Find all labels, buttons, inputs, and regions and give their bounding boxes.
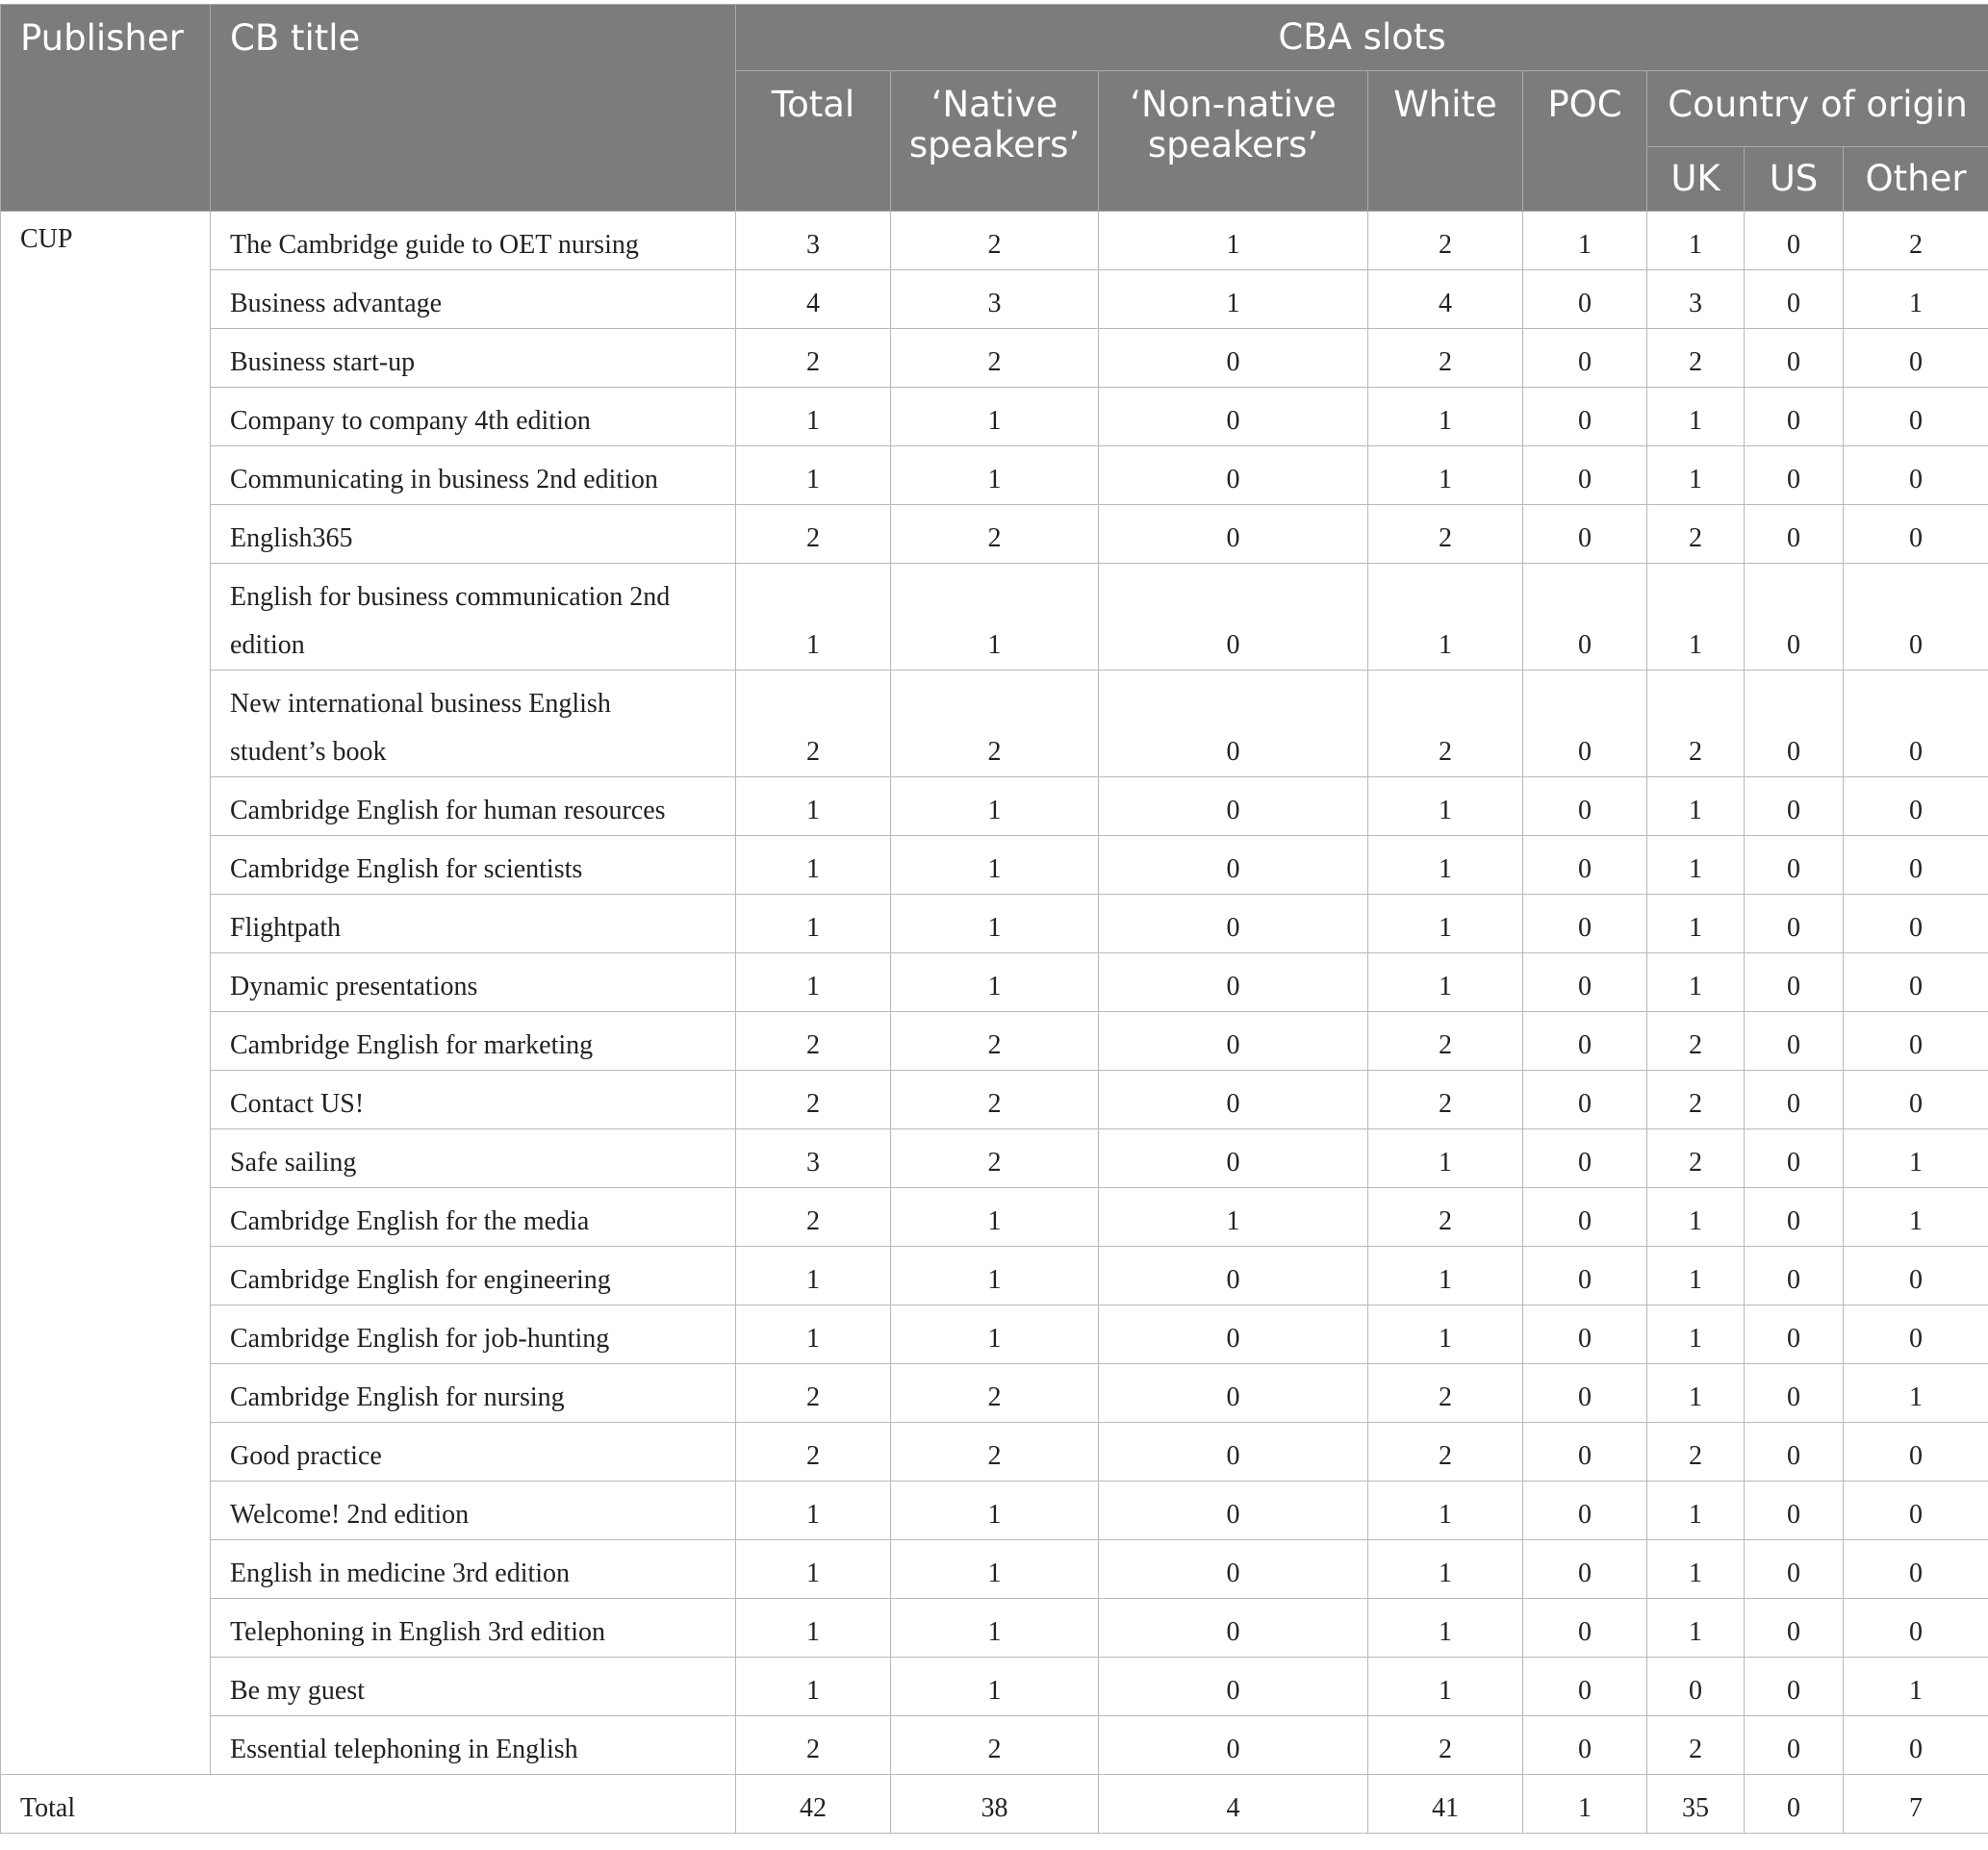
total-cell: 2	[736, 1188, 891, 1247]
uk-cell: 2	[1647, 329, 1745, 388]
white-cell: 1	[1368, 1247, 1523, 1305]
uk-cell: 1	[1647, 564, 1745, 671]
native-cell: 2	[891, 671, 1099, 777]
uk-cell: 1	[1647, 1305, 1745, 1364]
native-cell: 2	[891, 1423, 1099, 1482]
us-cell: 0	[1745, 446, 1844, 505]
cb-title-cell: Business advantage	[211, 270, 736, 329]
uk-cell: 1	[1647, 836, 1745, 895]
white-cell: 2	[1368, 1364, 1523, 1423]
non-native-cell: 0	[1099, 1305, 1368, 1364]
us-cell: 0	[1745, 1540, 1844, 1599]
header-non-native-speakers: ‘Non-native speakers’	[1099, 71, 1368, 212]
other-cell: 0	[1844, 1423, 1988, 1482]
other-cell: 0	[1844, 329, 1988, 388]
other-cell: 0	[1844, 895, 1988, 953]
us-cell: 0	[1745, 1129, 1844, 1188]
cb-title-cell: Essential telephoning in English	[211, 1716, 736, 1775]
total-cell: 2	[736, 671, 891, 777]
total-cell: 2	[736, 1423, 891, 1482]
total-cell: 2	[736, 505, 891, 564]
cb-title-line: New international business English	[230, 689, 611, 719]
native-cell: 1	[891, 1188, 1099, 1247]
poc-cell: 0	[1523, 1188, 1647, 1247]
uk-cell: 1	[1647, 953, 1745, 1012]
native-cell: 2	[891, 212, 1099, 270]
non-native-cell: 0	[1099, 1129, 1368, 1188]
other-cell: 0	[1844, 777, 1988, 836]
cb-title-cell: Cambridge English for engineering	[211, 1247, 736, 1305]
white-cell: 2	[1368, 671, 1523, 777]
native-cell: 2	[891, 1071, 1099, 1129]
table-row	[1, 270, 1988, 329]
non-native-cell: 0	[1099, 671, 1368, 777]
poc-cell: 0	[1523, 1129, 1647, 1188]
header-total: Total	[736, 71, 891, 212]
total-cell: 2	[736, 329, 891, 388]
cb-title-cell: Cambridge English for job-hunting	[211, 1305, 736, 1364]
us-cell: 0	[1745, 388, 1844, 446]
native-cell: 1	[891, 1305, 1099, 1364]
cb-title-line: student’s book	[230, 737, 387, 767]
cb-title-cell: Telephoning in English 3rd edition	[211, 1599, 736, 1658]
table-row	[1, 1305, 1988, 1364]
table-row	[1, 1540, 1988, 1599]
non-native-cell: 0	[1099, 1071, 1368, 1129]
total-white-cell: 41	[1368, 1775, 1523, 1834]
table-row	[1, 212, 1988, 270]
us-cell: 0	[1745, 505, 1844, 564]
other-cell: 0	[1844, 953, 1988, 1012]
cb-title-cell: Contact US!	[211, 1071, 736, 1129]
table-row	[1, 329, 1988, 388]
poc-cell: 0	[1523, 953, 1647, 1012]
native-cell: 2	[891, 505, 1099, 564]
publisher-cell: CUP	[1, 212, 211, 1775]
total-non-native-cell: 4	[1099, 1775, 1368, 1834]
table-row	[1, 777, 1988, 836]
uk-cell: 1	[1647, 212, 1745, 270]
other-cell: 1	[1844, 270, 1988, 329]
total-cell: 1	[736, 895, 891, 953]
white-cell: 4	[1368, 270, 1523, 329]
non-native-cell: 0	[1099, 1716, 1368, 1775]
uk-cell: 1	[1647, 1540, 1745, 1599]
non-native-cell: 0	[1099, 777, 1368, 836]
non-native-cell: 0	[1099, 1423, 1368, 1482]
us-cell: 0	[1745, 953, 1844, 1012]
uk-cell: 2	[1647, 671, 1745, 777]
other-cell: 0	[1844, 564, 1988, 671]
table-row	[1, 1364, 1988, 1423]
native-cell: 2	[891, 1716, 1099, 1775]
other-cell: 0	[1844, 671, 1988, 777]
poc-cell: 0	[1523, 329, 1647, 388]
total-cell: 1	[736, 1305, 891, 1364]
white-cell: 1	[1368, 446, 1523, 505]
white-cell: 1	[1368, 1129, 1523, 1188]
table-body	[1, 212, 1988, 1834]
cb-title-cell: Flightpath	[211, 895, 736, 953]
native-cell: 1	[891, 836, 1099, 895]
cb-title-cell: English365	[211, 505, 736, 564]
cb-title-cell: Good practice	[211, 1423, 736, 1482]
native-cell: 2	[891, 1364, 1099, 1423]
native-cell: 1	[891, 1658, 1099, 1716]
white-cell: 1	[1368, 836, 1523, 895]
native-cell: 2	[891, 1129, 1099, 1188]
white-cell: 2	[1368, 1012, 1523, 1071]
uk-cell: 1	[1647, 1247, 1745, 1305]
table-row	[1, 671, 1988, 777]
non-native-cell: 0	[1099, 836, 1368, 895]
non-native-cell: 0	[1099, 1599, 1368, 1658]
non-native-cell: 0	[1099, 1364, 1368, 1423]
poc-cell: 0	[1523, 1247, 1647, 1305]
uk-cell: 0	[1647, 1658, 1745, 1716]
uk-cell: 1	[1647, 777, 1745, 836]
cb-title-cell: Safe sailing	[211, 1129, 736, 1188]
uk-cell: 2	[1647, 1423, 1745, 1482]
us-cell: 0	[1745, 671, 1844, 777]
non-native-cell: 0	[1099, 329, 1368, 388]
total-cell: 3	[736, 212, 891, 270]
cb-title-cell	[211, 671, 736, 777]
other-cell: 0	[1844, 1540, 1988, 1599]
table-row	[1, 1129, 1988, 1188]
table-row	[1, 1599, 1988, 1658]
poc-cell: 0	[1523, 1482, 1647, 1540]
us-cell: 0	[1745, 777, 1844, 836]
table-row	[1, 388, 1988, 446]
uk-cell: 3	[1647, 270, 1745, 329]
white-cell: 1	[1368, 777, 1523, 836]
poc-cell: 0	[1523, 564, 1647, 671]
us-cell: 0	[1745, 1305, 1844, 1364]
non-native-cell: 0	[1099, 564, 1368, 671]
table-row	[1, 446, 1988, 505]
cb-title-cell: Cambridge English for scientists	[211, 836, 736, 895]
total-cell: 3	[736, 1129, 891, 1188]
cb-title-cell: Be my guest	[211, 1658, 736, 1716]
other-cell: 0	[1844, 505, 1988, 564]
non-native-cell: 0	[1099, 953, 1368, 1012]
white-cell: 1	[1368, 953, 1523, 1012]
us-cell: 0	[1745, 1012, 1844, 1071]
total-label: Total	[1, 1775, 736, 1834]
other-cell: 0	[1844, 1071, 1988, 1129]
uk-cell: 2	[1647, 1012, 1745, 1071]
other-cell: 0	[1844, 836, 1988, 895]
native-cell: 1	[891, 895, 1099, 953]
total-cell: 1	[736, 777, 891, 836]
table-row	[1, 836, 1988, 895]
total-cell: 2	[736, 1716, 891, 1775]
non-native-cell: 0	[1099, 1658, 1368, 1716]
non-native-cell: 1	[1099, 1188, 1368, 1247]
native-cell: 1	[891, 564, 1099, 671]
cb-title-cell: Cambridge English for human resources	[211, 777, 736, 836]
cb-title-cell: Company to company 4th edition	[211, 388, 736, 446]
other-cell: 0	[1844, 1305, 1988, 1364]
other-cell: 0	[1844, 388, 1988, 446]
total-cell: 1	[736, 564, 891, 671]
native-cell: 2	[891, 329, 1099, 388]
us-cell: 0	[1745, 564, 1844, 671]
data-table	[0, 4, 1988, 1834]
header-white: White	[1368, 71, 1523, 212]
cb-title-cell: Communicating in business 2nd edition	[211, 446, 736, 505]
header-cb-title: CB title	[211, 5, 736, 212]
us-cell: 0	[1745, 1658, 1844, 1716]
total-cell: 1	[736, 446, 891, 505]
uk-cell: 2	[1647, 1716, 1745, 1775]
poc-cell: 0	[1523, 836, 1647, 895]
us-cell: 0	[1745, 1423, 1844, 1482]
table-row	[1, 1423, 1988, 1482]
table-row	[1, 1247, 1988, 1305]
total-cell: 1	[736, 1599, 891, 1658]
total-cell: 1	[736, 1247, 891, 1305]
header-other: Other	[1844, 147, 1988, 212]
us-cell: 0	[1745, 895, 1844, 953]
table-header	[1, 5, 1988, 212]
table-row	[1, 953, 1988, 1012]
white-cell: 1	[1368, 1540, 1523, 1599]
poc-cell: 0	[1523, 1599, 1647, 1658]
non-native-cell: 0	[1099, 1012, 1368, 1071]
header-publisher: Publisher	[1, 5, 211, 212]
other-cell: 1	[1844, 1129, 1988, 1188]
native-cell: 1	[891, 1482, 1099, 1540]
table-row	[1, 1716, 1988, 1775]
us-cell: 0	[1745, 329, 1844, 388]
white-cell: 1	[1368, 1482, 1523, 1540]
white-cell: 2	[1368, 329, 1523, 388]
uk-cell: 1	[1647, 1188, 1745, 1247]
white-cell: 2	[1368, 1071, 1523, 1129]
cb-title-cell: Cambridge English for the media	[211, 1188, 736, 1247]
white-cell: 1	[1368, 895, 1523, 953]
other-cell: 1	[1844, 1658, 1988, 1716]
total-uk-cell: 35	[1647, 1775, 1745, 1834]
other-cell: 1	[1844, 1364, 1988, 1423]
cb-title-cell: Dynamic presentations	[211, 953, 736, 1012]
non-native-cell: 1	[1099, 270, 1368, 329]
cb-title-cell: Welcome! 2nd edition	[211, 1482, 736, 1540]
cb-title-line: edition	[230, 630, 305, 660]
total-cell: 2	[736, 1071, 891, 1129]
other-cell: 0	[1844, 1599, 1988, 1658]
poc-cell: 0	[1523, 1071, 1647, 1129]
total-cell: 1	[736, 388, 891, 446]
poc-cell: 0	[1523, 1305, 1647, 1364]
uk-cell: 1	[1647, 446, 1745, 505]
us-cell: 0	[1745, 1188, 1844, 1247]
uk-cell: 1	[1647, 1599, 1745, 1658]
other-cell: 1	[1844, 1188, 1988, 1247]
poc-cell: 0	[1523, 1012, 1647, 1071]
header-country-of-origin: Country of origin	[1647, 71, 1988, 147]
other-cell: 0	[1844, 446, 1988, 505]
cb-title-cell: The Cambridge guide to OET nursing	[211, 212, 736, 270]
poc-cell: 0	[1523, 1364, 1647, 1423]
poc-cell: 0	[1523, 1423, 1647, 1482]
table-row	[1, 564, 1988, 671]
non-native-cell: 1	[1099, 212, 1368, 270]
us-cell: 0	[1745, 1716, 1844, 1775]
table-row	[1, 1188, 1988, 1247]
native-cell: 3	[891, 270, 1099, 329]
uk-cell: 1	[1647, 1482, 1745, 1540]
total-us-cell: 0	[1745, 1775, 1844, 1834]
us-cell: 0	[1745, 270, 1844, 329]
cb-title-cell: Cambridge English for marketing	[211, 1012, 736, 1071]
us-cell: 0	[1745, 1247, 1844, 1305]
poc-cell: 0	[1523, 388, 1647, 446]
native-cell: 1	[891, 388, 1099, 446]
native-cell: 1	[891, 953, 1099, 1012]
native-cell: 1	[891, 446, 1099, 505]
white-cell: 1	[1368, 1599, 1523, 1658]
cb-title-cell: English in medicine 3rd edition	[211, 1540, 736, 1599]
uk-cell: 2	[1647, 1071, 1745, 1129]
poc-cell: 0	[1523, 1658, 1647, 1716]
table-row	[1, 505, 1988, 564]
total-cell: 1	[736, 953, 891, 1012]
us-cell: 0	[1745, 1071, 1844, 1129]
white-cell: 1	[1368, 1305, 1523, 1364]
table-row	[1, 1071, 1988, 1129]
white-cell: 2	[1368, 212, 1523, 270]
cb-title-line: English for business communication 2nd	[230, 582, 671, 612]
cb-title-cell: Business start-up	[211, 329, 736, 388]
native-cell: 1	[891, 777, 1099, 836]
table-row	[1, 1482, 1988, 1540]
table-row	[1, 895, 1988, 953]
white-cell: 1	[1368, 388, 1523, 446]
poc-cell: 0	[1523, 505, 1647, 564]
native-cell: 1	[891, 1599, 1099, 1658]
total-cell: 4	[736, 270, 891, 329]
total-cell: 2	[736, 1012, 891, 1071]
non-native-cell: 0	[1099, 446, 1368, 505]
non-native-cell: 0	[1099, 1482, 1368, 1540]
header-native-speakers: ‘Native speakers’	[891, 71, 1099, 212]
uk-cell: 1	[1647, 1364, 1745, 1423]
native-cell: 1	[891, 1540, 1099, 1599]
us-cell: 0	[1745, 212, 1844, 270]
us-cell: 0	[1745, 1364, 1844, 1423]
poc-cell: 0	[1523, 270, 1647, 329]
total-row	[1, 1775, 1988, 1834]
native-cell: 1	[891, 1247, 1099, 1305]
poc-cell: 0	[1523, 446, 1647, 505]
poc-cell: 0	[1523, 1716, 1647, 1775]
poc-cell: 0	[1523, 777, 1647, 836]
header-cba-slots: CBA slots	[736, 5, 1988, 71]
total-poc-cell: 1	[1523, 1775, 1647, 1834]
us-cell: 0	[1745, 1599, 1844, 1658]
total-total-cell: 42	[736, 1775, 891, 1834]
us-cell: 0	[1745, 836, 1844, 895]
poc-cell: 0	[1523, 1540, 1647, 1599]
native-cell: 2	[891, 1012, 1099, 1071]
total-other-cell: 7	[1844, 1775, 1988, 1834]
total-cell: 2	[736, 1364, 891, 1423]
total-cell: 1	[736, 836, 891, 895]
poc-cell: 1	[1523, 212, 1647, 270]
total-cell: 1	[736, 1658, 891, 1716]
table-row	[1, 1658, 1988, 1716]
us-cell: 0	[1745, 1482, 1844, 1540]
non-native-cell: 0	[1099, 388, 1368, 446]
table-row	[1, 1012, 1988, 1071]
white-cell: 2	[1368, 1716, 1523, 1775]
white-cell: 2	[1368, 1423, 1523, 1482]
uk-cell: 2	[1647, 1129, 1745, 1188]
white-cell: 1	[1368, 564, 1523, 671]
non-native-cell: 0	[1099, 1247, 1368, 1305]
white-cell: 2	[1368, 1188, 1523, 1247]
non-native-cell: 0	[1099, 1540, 1368, 1599]
other-cell: 0	[1844, 1247, 1988, 1305]
other-cell: 2	[1844, 212, 1988, 270]
uk-cell: 1	[1647, 895, 1745, 953]
cb-title-cell	[211, 564, 736, 671]
white-cell: 2	[1368, 505, 1523, 564]
non-native-cell: 0	[1099, 505, 1368, 564]
header-us: US	[1745, 147, 1844, 212]
other-cell: 0	[1844, 1716, 1988, 1775]
header-poc: POC	[1523, 71, 1647, 212]
other-cell: 0	[1844, 1012, 1988, 1071]
total-cell: 1	[736, 1482, 891, 1540]
header-uk: UK	[1647, 147, 1745, 212]
uk-cell: 1	[1647, 388, 1745, 446]
white-cell: 1	[1368, 1658, 1523, 1716]
non-native-cell: 0	[1099, 895, 1368, 953]
cb-title-cell: Cambridge English for nursing	[211, 1364, 736, 1423]
poc-cell: 0	[1523, 895, 1647, 953]
total-cell: 1	[736, 1540, 891, 1599]
uk-cell: 2	[1647, 505, 1745, 564]
total-native-cell: 38	[891, 1775, 1099, 1834]
poc-cell: 0	[1523, 671, 1647, 777]
other-cell: 0	[1844, 1482, 1988, 1540]
